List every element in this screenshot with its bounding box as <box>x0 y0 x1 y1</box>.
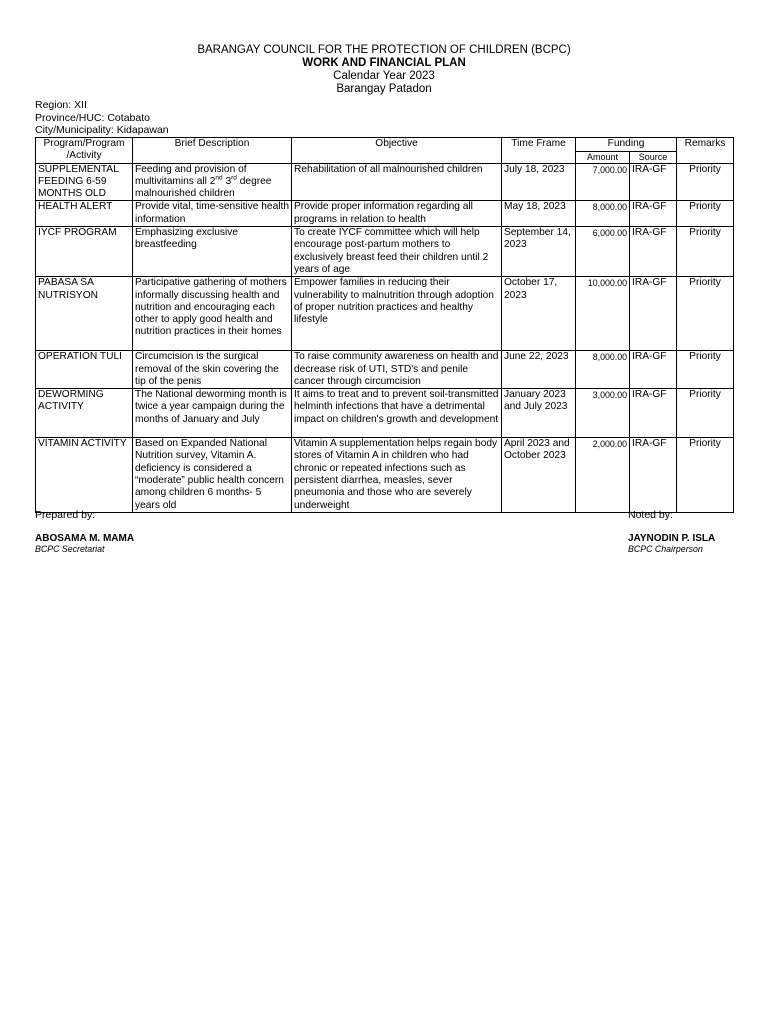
document-header <box>0 44 768 96</box>
header-program: Program/Program /Activity <box>36 138 133 164</box>
table-row <box>36 201 734 227</box>
cell-objective: Provide proper information regarding all programs in relation to health <box>292 201 502 227</box>
cell-amount: 2,000.00 <box>576 438 630 513</box>
prepared-by-label: Prepared by: <box>35 509 96 521</box>
header-source: Source <box>630 152 677 164</box>
cell-description: The National deworming month is twice a year campaign during the months of January and July <box>133 389 292 438</box>
barangay-name: Barangay Patadon <box>336 83 432 95</box>
cell-source: IRA-GF <box>630 201 677 227</box>
prepared-by-role: BCPC Secretariat <box>35 544 105 554</box>
table-header-row <box>36 138 734 152</box>
cell-timeframe: October 17, 2023 <box>502 277 576 351</box>
council-title: BARANGAY COUNCIL FOR THE PROTECTION OF CHILDREN (BCPC) <box>197 44 571 56</box>
cell-description: Provide vital, time-sensitive health information <box>133 201 292 227</box>
region-line: Region: XII <box>35 99 87 111</box>
cell-description: Circumcision is the surgical removal of the skin covering the tip of the penis <box>133 351 292 389</box>
cell-amount: 7,000.00 <box>576 163 630 201</box>
ordinal-suffix: rd <box>231 174 237 182</box>
plan-title: WORK AND FINANCIAL PLAN <box>302 57 466 69</box>
province-line: Province/HUC: Cotabato <box>35 111 150 124</box>
cell-source: IRA-GF <box>630 389 677 438</box>
cell-remarks: Priority <box>677 163 734 201</box>
cell-timeframe: September 14, 2023 <box>502 227 576 277</box>
cell-description: Participative gathering of mothers informally discussing health and nutrition and encouraging each other to apply good health and nutrition practices in their homes <box>133 277 292 351</box>
cell-amount: 8,000.00 <box>576 201 630 227</box>
cell-amount: 6,000.00 <box>576 227 630 277</box>
prepared-by-name: ABOSAMA M. MAMA <box>35 533 135 544</box>
work-plan-table <box>35 137 734 513</box>
header-timeframe: Time Frame <box>502 138 576 164</box>
cell-timeframe: June 22, 2023 <box>502 351 576 389</box>
table-row <box>36 438 734 513</box>
cell-program: IYCF PROGRAM <box>36 227 133 277</box>
header-funding: Funding <box>576 138 677 152</box>
cell-description: Based on Expanded National Nutrition survey, Vitamin A. deficiency is considered a “moderate” public health concern among children 6 months- 5 years old <box>133 438 292 513</box>
calendar-year: Calendar Year 2023 <box>333 70 435 82</box>
header-amount: Amount <box>576 152 630 164</box>
cell-source: IRA-GF <box>630 438 677 513</box>
cell-remarks: Priority <box>677 201 734 227</box>
cell-amount: 3,000.00 <box>576 389 630 438</box>
header-objective: Objective <box>292 138 502 164</box>
noted-by-label: Noted by: <box>628 509 673 521</box>
cell-amount: 8,000.00 <box>576 351 630 389</box>
description-text: Feeding and provision of multivitamins all 2 <box>135 163 247 187</box>
cell-objective: It aims to treat and to prevent soil-transmitted helminth infections that have a detrimental impact on children's growth and development <box>292 389 502 438</box>
cell-program: HEALTH ALERT <box>36 201 133 227</box>
description-text: 3 <box>222 175 232 187</box>
table-row <box>36 163 734 201</box>
table-row <box>36 227 734 277</box>
location-meta <box>35 99 169 137</box>
noted-by-block <box>628 509 715 554</box>
table-row <box>36 277 734 351</box>
cell-timeframe: July 18, 2023 <box>502 163 576 201</box>
noted-by-role: BCPC Chairperson <box>628 544 703 554</box>
cell-program: OPERATION TULI <box>36 351 133 389</box>
cell-source: IRA-GF <box>630 163 677 201</box>
cell-amount: 10,000.00 <box>576 277 630 351</box>
cell-program: SUPPLEMENTAL FEEDING 6-59 MONTHS OLD <box>36 163 133 201</box>
cell-source: IRA-GF <box>630 351 677 389</box>
cell-program: PABASA SA NUTRISYON <box>36 277 133 351</box>
cell-source: IRA-GF <box>630 227 677 277</box>
cell-description <box>133 163 292 201</box>
cell-timeframe: January 2023 and July 2023 <box>502 389 576 438</box>
prepared-by-block <box>35 509 134 554</box>
cell-remarks: Priority <box>677 351 734 389</box>
cell-source: IRA-GF <box>630 277 677 351</box>
cell-objective: To create IYCF committee which will help encourage post-partum mothers to exclusively breast feed their children until 2 years of age <box>292 227 502 277</box>
cell-objective: Empower families in reducing their vulnerability to malnutrition through adoption of proper nutrition practices and healthy lifestyle <box>292 277 502 351</box>
cell-objective: Rehabilitation of all malnourished children <box>292 163 502 201</box>
cell-remarks: Priority <box>677 438 734 513</box>
cell-objective: Vitamin A supplementation helps regain body stores of Vitamin A in children who had chronic or repeated infections such as persistent diarrhea, measles, sever pneumonia and those who are severely underweight <box>292 438 502 513</box>
cell-program: DEWORMING ACTIVITY <box>36 389 133 438</box>
cell-timeframe: April 2023 and October 2023 <box>502 438 576 513</box>
cell-remarks: Priority <box>677 227 734 277</box>
city-line: City/Municipality: Kidapawan <box>35 124 169 136</box>
table-row <box>36 351 734 389</box>
table-row <box>36 389 734 438</box>
cell-remarks: Priority <box>677 389 734 438</box>
header-description: Brief Description <box>133 138 292 164</box>
cell-timeframe: May 18, 2023 <box>502 201 576 227</box>
cell-remarks: Priority <box>677 277 734 351</box>
description-text: degree malnourished children <box>135 175 272 200</box>
cell-program: VITAMIN ACTIVITY <box>36 438 133 513</box>
cell-description: Emphasizing exclusive breastfeeding <box>133 227 292 277</box>
ordinal-suffix: nd <box>215 174 223 182</box>
header-remarks: Remarks <box>677 138 734 164</box>
cell-objective: To raise community awareness on health and decrease risk of UTI, STD's and penile cancer through circumcision <box>292 351 502 389</box>
noted-by-name: JAYNODIN P. ISLA <box>628 533 716 544</box>
